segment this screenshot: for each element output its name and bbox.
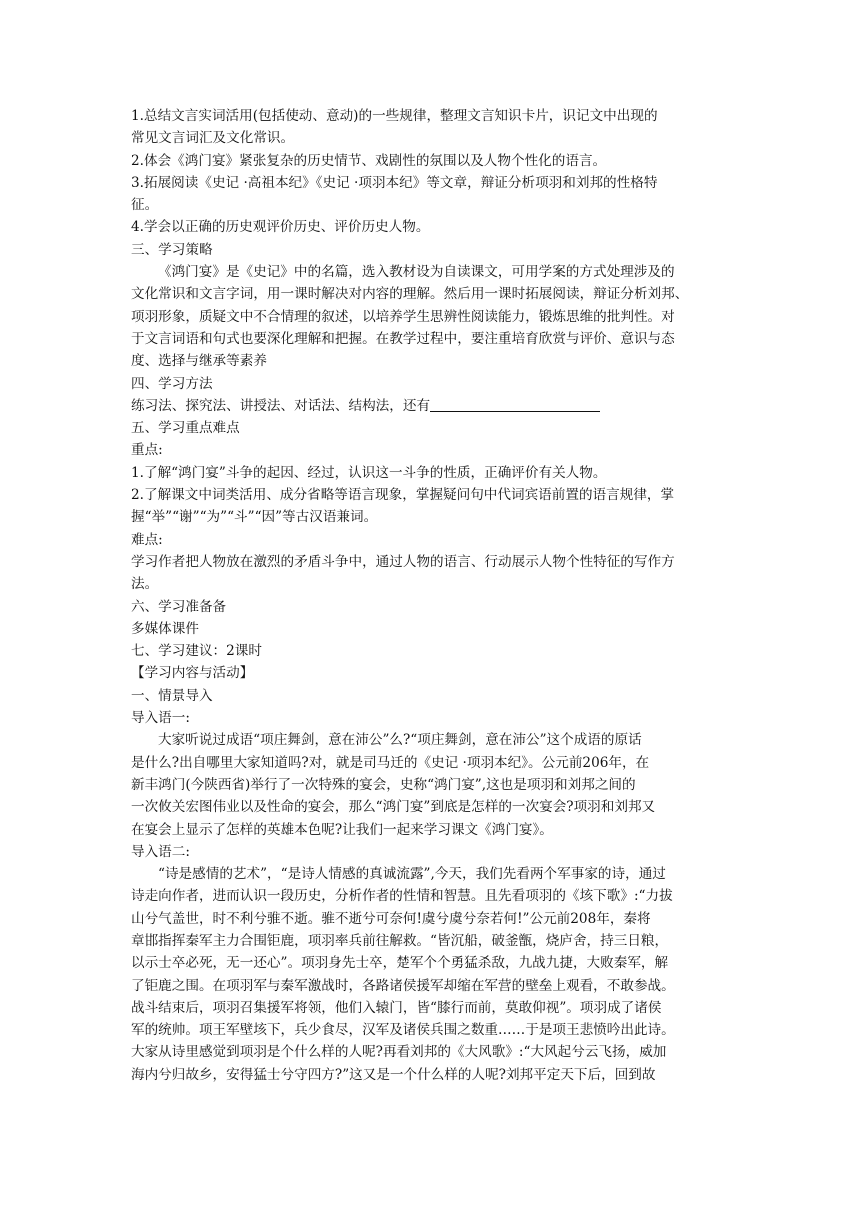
focus-item: 2.了解课文中词类活用、成分省略等语言现象，掌握疑问句中代词宾语前置的语言规律，掌 xyxy=(131,487,675,504)
intro2-line: 大家从诗里感觉到项羽是个什么样的人呢?再看刘邦的《大风歌》:“大风起兮云飞扬，威加 xyxy=(131,1044,667,1061)
fill-in-blank xyxy=(430,397,600,412)
strategy-paragraph-line: 《鸿门宴》是《史记》中的名篇，选入教材设为自读课文，可用学案的方式处理涉及的 xyxy=(158,264,675,281)
methods-line xyxy=(131,395,743,417)
intro1-line: 一次攸关宏图伟业以及性命的宴会，那么“鸿门宴”到底是怎样的一次宴会?项羽和刘邦又 xyxy=(131,799,656,816)
intro2-line: 海内兮归故乡，安得猛士兮守四方?”这又是一个什么样的人呢?刘邦平定天下后，回到故 xyxy=(131,1066,656,1083)
activities-heading: 【学习内容与活动】 xyxy=(131,665,254,682)
focus-label: 重点: xyxy=(131,442,163,459)
methods-text: 练习法、探究法、讲授法、对话法、结构法，还有 xyxy=(131,397,431,414)
intro1-line: 在宴会上显示了怎样的英雄本色呢?让我们一起来学习课文《鸿门宴》。 xyxy=(131,821,553,838)
intro2-line: 了钜鹿之围。在项羽军与秦军激战时，各路诸侯援军却缩在军营的壁垒上观看，不敢参战。 xyxy=(131,977,675,994)
preparation-text: 多媒体课件 xyxy=(131,620,199,637)
intro2-line: 军的统帅。项王军壁垓下，兵少食尽，汉军及诸侯兵围之数重……于是项王悲愤吟出此诗。 xyxy=(131,1022,675,1039)
strategy-paragraph-line: 项羽形象，质疑文中不合情理的叙述，以培养学生思辨性阅读能力，锻炼思维的批判性。对 xyxy=(131,308,675,325)
section-heading-preparation: 六、学习准备备 xyxy=(131,598,227,615)
intro1-line: 是什么?出自哪里大家知道吗?对，就是司马迁的《史记 ·项羽本纪》。公元前206年，在 xyxy=(131,754,650,771)
intro2-line: 战斗结束后，项羽召集援军将领，他们入辕门，皆“膝行而前，莫敢仰视”。项羽成了诸侯 xyxy=(131,999,662,1016)
goal-line: 2.体会《鸿门宴》紧张复杂的历史情节、戏剧性的氛围以及人物个性化的语言。 xyxy=(131,152,607,169)
focus-item: 1.了解“鸿门宴”斗争的起因、经过，认识这一斗争的性质，正确评价有关人物。 xyxy=(131,464,607,481)
document-body xyxy=(131,105,743,1086)
intro2-line: 诗走向作者，进而认识一段历史，分析作者的性情和智慧。且先看项羽的《垓下歌》:“力拔 xyxy=(131,888,673,905)
intro1-line: 新丰鸿门(今陕西省)举行了一次特殊的宴会，史称“鸿门宴”,这也是项羽和刘邦之间的 xyxy=(131,776,636,793)
section-heading-strategy: 三、学习策略 xyxy=(131,241,213,258)
intro2-line: 以示士卒必死，无一还心”。项羽身先士卒，楚军个个勇猛杀敌，九战九捷，大败秦军，解 xyxy=(131,955,669,972)
goal-line: 3.拓展阅读《史记 ·高祖本纪》《史记 ·项羽本纪》等文章，辩证分析项羽和刘邦的性格特 xyxy=(131,174,658,191)
intro1-line: 大家听说过成语“项庄舞剑，意在沛公”么?“项庄舞剑，意在沛公”这个成语的原话 xyxy=(158,732,642,749)
section-heading-keypoints: 五、学习重点难点 xyxy=(131,420,240,437)
intro1-label: 导入语一: xyxy=(131,710,190,727)
intro2-line: 山兮气盖世，时不利兮骓不逝。骓不逝兮可奈何!虞兮虞兮奈若何!”公元前208年，秦将 xyxy=(131,910,651,927)
strategy-paragraph-line: 文化常识和文言字词，用一课时解决对内容的理解。然后用一课时拓展阅读，辩证分析刘邦、 xyxy=(131,286,689,303)
goal-line: 4.学会以正确的历史观评价历史、评价历史人物。 xyxy=(131,219,430,236)
goal-line: 常见文言词汇及文化常识。 xyxy=(131,130,295,147)
goal-line: 征。 xyxy=(131,197,159,214)
difficulty-item: 法。 xyxy=(131,576,159,593)
difficulty-item: 学习作者把人物放在激烈的矛盾斗争中，通过人物的语言、行动展示人物个性特征的写作方 xyxy=(131,553,675,570)
activities-sub-heading: 一、情景导入 xyxy=(131,687,213,704)
focus-item: 握“举”“谢”“为”“斗”“因”等古汉语兼词。 xyxy=(131,509,378,526)
intro2-line: “诗是感情的艺术”，“是诗人情感的真诚流露”,今天，我们先看两个军事家的诗，通过 xyxy=(158,866,666,883)
intro2-label: 导入语二: xyxy=(131,843,190,860)
difficulty-label: 难点: xyxy=(131,531,163,548)
intro2-line: 章邯指挥秦军主力合围钜鹿，项羽率兵前往解救。“皆沉船，破釜甑，烧庐舍，持三日粮， xyxy=(131,932,669,949)
section-heading-suggestion: 七、学习建议：2课时 xyxy=(131,643,262,660)
strategy-paragraph-line: 度、选择与继承等素养 xyxy=(131,353,267,370)
strategy-paragraph-line: 于文言词语和句式也要深化理解和把握。在教学过程中，要注重培育欣赏与评价、意识与态 xyxy=(131,330,675,347)
section-heading-methods: 四、学习方法 xyxy=(131,375,213,392)
goal-line: 1.总结文言实词活用(包括使动、意动)的一些规律，整理文言知识卡片，识记文中出现的 xyxy=(131,108,658,124)
